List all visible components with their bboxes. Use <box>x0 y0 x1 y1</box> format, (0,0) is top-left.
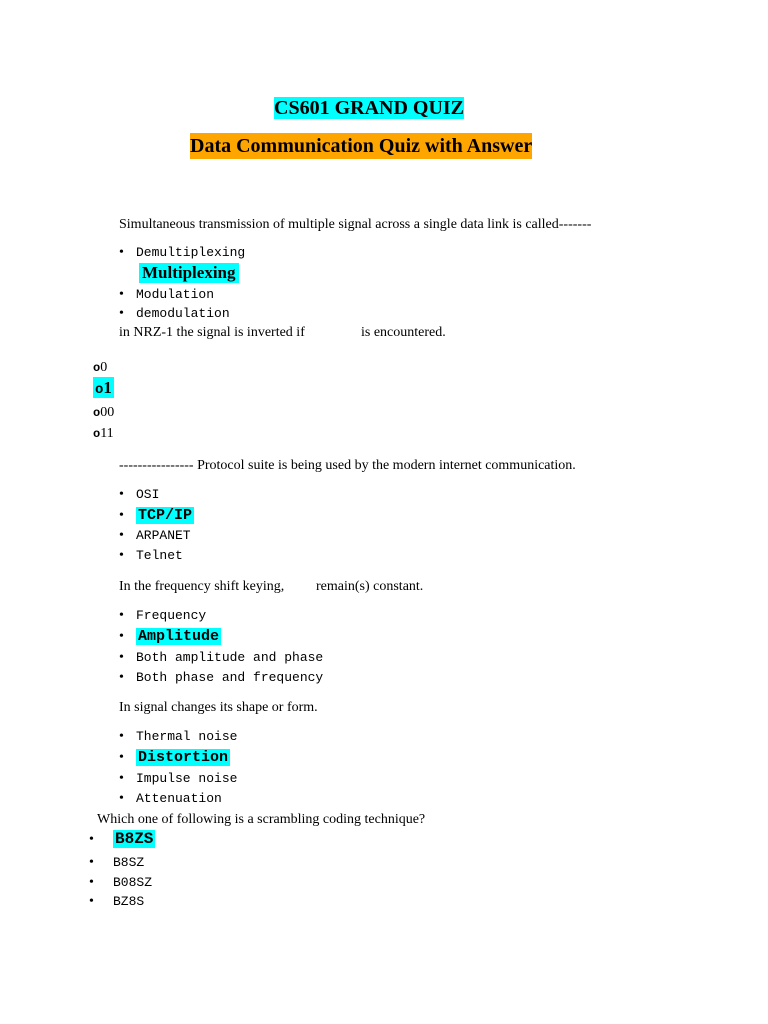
question-4-text-part2: remain(s) constant. <box>316 579 424 594</box>
q2-option-4: o11 <box>93 426 114 441</box>
q2-option-1: o0 <box>93 360 108 375</box>
bullet-icon: • <box>119 629 124 644</box>
q1-answer: Multiplexing <box>139 263 239 283</box>
question-6-text: Which one of following is a scrambling coding technique? <box>97 812 426 827</box>
page-subtitle: Data Communication Quiz with Answer <box>190 135 533 157</box>
circle-bullet-icon: o <box>95 382 104 398</box>
q3-option-4: • Telnet <box>119 548 183 563</box>
q4-option-4: • Both phase and frequency <box>119 670 324 685</box>
q6-option-3: • B08SZ <box>89 875 153 890</box>
bullet-icon: • <box>119 670 124 685</box>
bullet-icon: • <box>89 875 94 890</box>
bullet-icon: • <box>119 791 124 806</box>
bullet-icon: • <box>119 548 124 563</box>
q5-option-3: • Impulse noise <box>119 771 238 786</box>
bullet-icon: • <box>119 245 124 260</box>
q2-option-3: o00 <box>93 405 115 420</box>
q4-option-3: • Both amplitude and phase <box>119 650 324 665</box>
bullet-icon: • <box>89 832 94 847</box>
bullet-icon: • <box>119 306 124 321</box>
bullet-icon: • <box>119 729 124 744</box>
q4-option-1: • Frequency <box>119 608 207 623</box>
q2-answer: o1 <box>95 378 112 398</box>
q5-option-4: • Attenuation <box>119 791 222 806</box>
q5-option-1: • Thermal noise <box>119 729 238 744</box>
page-title: CS601 GRAND QUIZ <box>274 97 465 119</box>
circle-bullet-icon: o <box>93 406 101 420</box>
question-2-text-part1: in NRZ-1 the signal is inverted if <box>119 325 305 340</box>
question-4-text-part1: In the frequency shift keying, <box>119 579 285 594</box>
q6-answer: • B8ZS <box>89 830 154 848</box>
bullet-icon: • <box>119 528 124 543</box>
q6-option-4: • BZ8S <box>89 894 145 909</box>
question-5-text: In signal changes its shape or form. <box>119 700 318 715</box>
bullet-icon: • <box>89 855 94 870</box>
question-1-text: Simultaneous transmission of multiple signal across a single data link is called------- <box>119 217 592 232</box>
circle-bullet-icon: o <box>93 427 101 441</box>
q3-option-1: • OSI <box>119 487 160 502</box>
bullet-icon: • <box>119 771 124 786</box>
bullet-icon: • <box>89 894 94 909</box>
circle-bullet-icon: o <box>93 361 101 375</box>
bullet-icon: • <box>119 750 124 765</box>
bullet-icon: • <box>119 508 124 523</box>
q6-option-2: • B8SZ <box>89 855 145 870</box>
q3-answer: • TCP/IP <box>119 507 193 524</box>
question-3-text: ---------------- Protocol suite is being used by the modern internet communication. <box>119 458 576 473</box>
q3-option-3: • ARPANET <box>119 528 191 543</box>
bullet-icon: • <box>119 487 124 502</box>
q1-option-1: • Demultiplexing <box>119 245 246 260</box>
bullet-icon: • <box>119 650 124 665</box>
q1-option-3: • Modulation <box>119 287 215 302</box>
q5-answer: • Distortion <box>119 749 229 766</box>
bullet-icon: • <box>119 287 124 302</box>
question-2-text-part2: is encountered. <box>361 325 446 340</box>
q1-option-4: • demodulation <box>119 306 230 321</box>
bullet-icon: • <box>119 608 124 623</box>
q4-answer: • Amplitude <box>119 628 220 645</box>
